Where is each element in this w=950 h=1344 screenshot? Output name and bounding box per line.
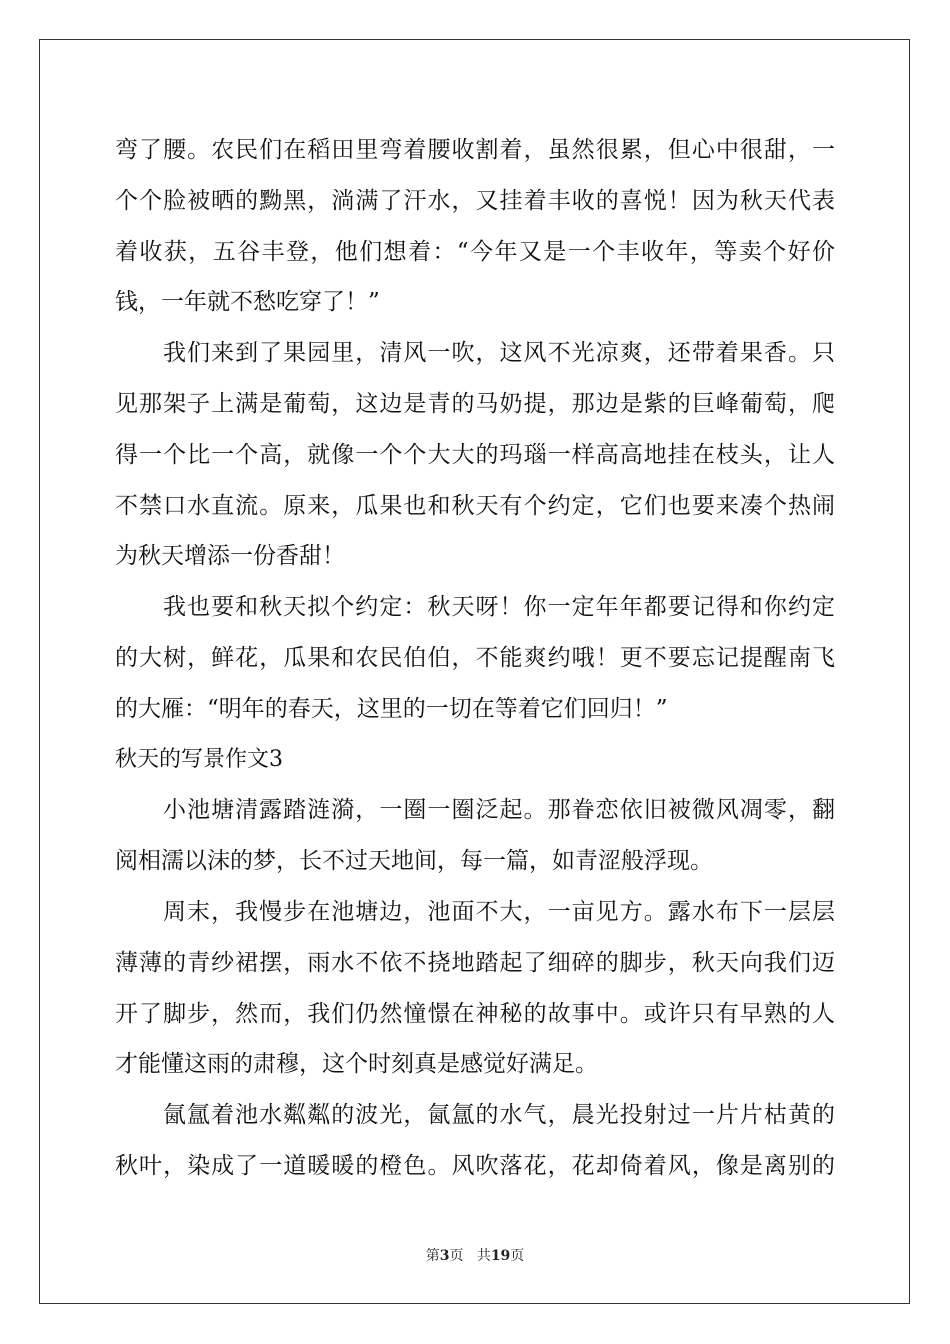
document-body bbox=[115, 125, 835, 1192]
text-line: 着收获，五谷丰登，他们想着：“今年又是一个丰收年，等卖个好价 bbox=[115, 238, 835, 265]
text-line: 弯了腰。农民们在稻田里弯着腰收割着，虽然很累，但心中很甜，一 bbox=[115, 137, 835, 163]
text-line: 开了脚步，然而，我们仍然憧憬在神秘的故事中。或许只有早熟的人 bbox=[115, 1000, 835, 1027]
text-line: 阅相濡以沫的梦，长不过天地间，每一篇，如青涩般浮现。 bbox=[115, 848, 713, 875]
footer-total-suffix: 页 bbox=[510, 1248, 525, 1264]
text-line: 个个脸被晒的黝黑，淌满了汗水，又挂着丰收的喜悦！因为秋天代表 bbox=[115, 187, 835, 214]
text-line: 为秋天增添一份香甜！ bbox=[115, 543, 345, 570]
paragraph-first-line: 我也要和秋天拟个约定：秋天呀！你一定年年都要记得和你约定 bbox=[163, 594, 835, 621]
paragraph-first-line: 周末，我慢步在池塘边，池面不大，一亩见方。露水布下一层层 bbox=[163, 898, 835, 925]
text-line: 的大雁：“明年的春天，这里的一切在等着它们回归！” bbox=[115, 695, 668, 722]
paragraph-first-line: 我们来到了果园里，清风一吹，这风不光凉爽，还带着果香。只 bbox=[163, 340, 835, 367]
text-line: 不禁口水直流。原来，瓜果也和秋天有个约定，它们也要来凑个热闹 bbox=[115, 492, 835, 519]
text-line: 薄薄的青纱裙摆，雨水不依不挠地踏起了细碎的脚步，秋天向我们迈 bbox=[115, 949, 835, 976]
footer-page-suffix: 页 bbox=[449, 1248, 464, 1264]
footer-page-number: 3 bbox=[439, 1248, 450, 1264]
text-line: 得一个比一个高，就像一个个大大的玛瑙一样高高地挂在枝头，让人 bbox=[115, 441, 835, 468]
paragraph-first-line: 氤氲着池水粼粼的波光，氤氲的水气，晨光投射过一片片枯黄的 bbox=[163, 1102, 835, 1129]
text-line: 才能懂这雨的肃穆，这个时刻真是感觉好满足。 bbox=[115, 1051, 598, 1078]
paragraph-first-line: 小池塘清露踏涟漪，一圈一圈泛起。那眷恋依旧被微风凋零，翻 bbox=[163, 797, 835, 824]
text-line: 见那架子上满是葡萄，这边是青的马奶提，那边是紫的巨峰葡萄，爬 bbox=[115, 390, 835, 417]
footer-total-pages: 19 bbox=[490, 1248, 511, 1264]
text-line: 钱，一年就不愁吃穿了！” bbox=[115, 289, 380, 316]
page-footer bbox=[0, 1245, 950, 1265]
section-heading: 秋天的写景作文3 bbox=[115, 746, 283, 772]
footer-page-prefix: 第 bbox=[425, 1248, 440, 1264]
footer-total-prefix: 共 bbox=[476, 1248, 491, 1264]
text-line: 的大树，鲜花，瓜果和农民伯伯，不能爽约哦！更不要忘记提醒南飞 bbox=[115, 644, 835, 671]
text-line: 秋叶，染成了一道暖暖的橙色。风吹落花，花却倚着风，像是离别的 bbox=[115, 1152, 835, 1179]
